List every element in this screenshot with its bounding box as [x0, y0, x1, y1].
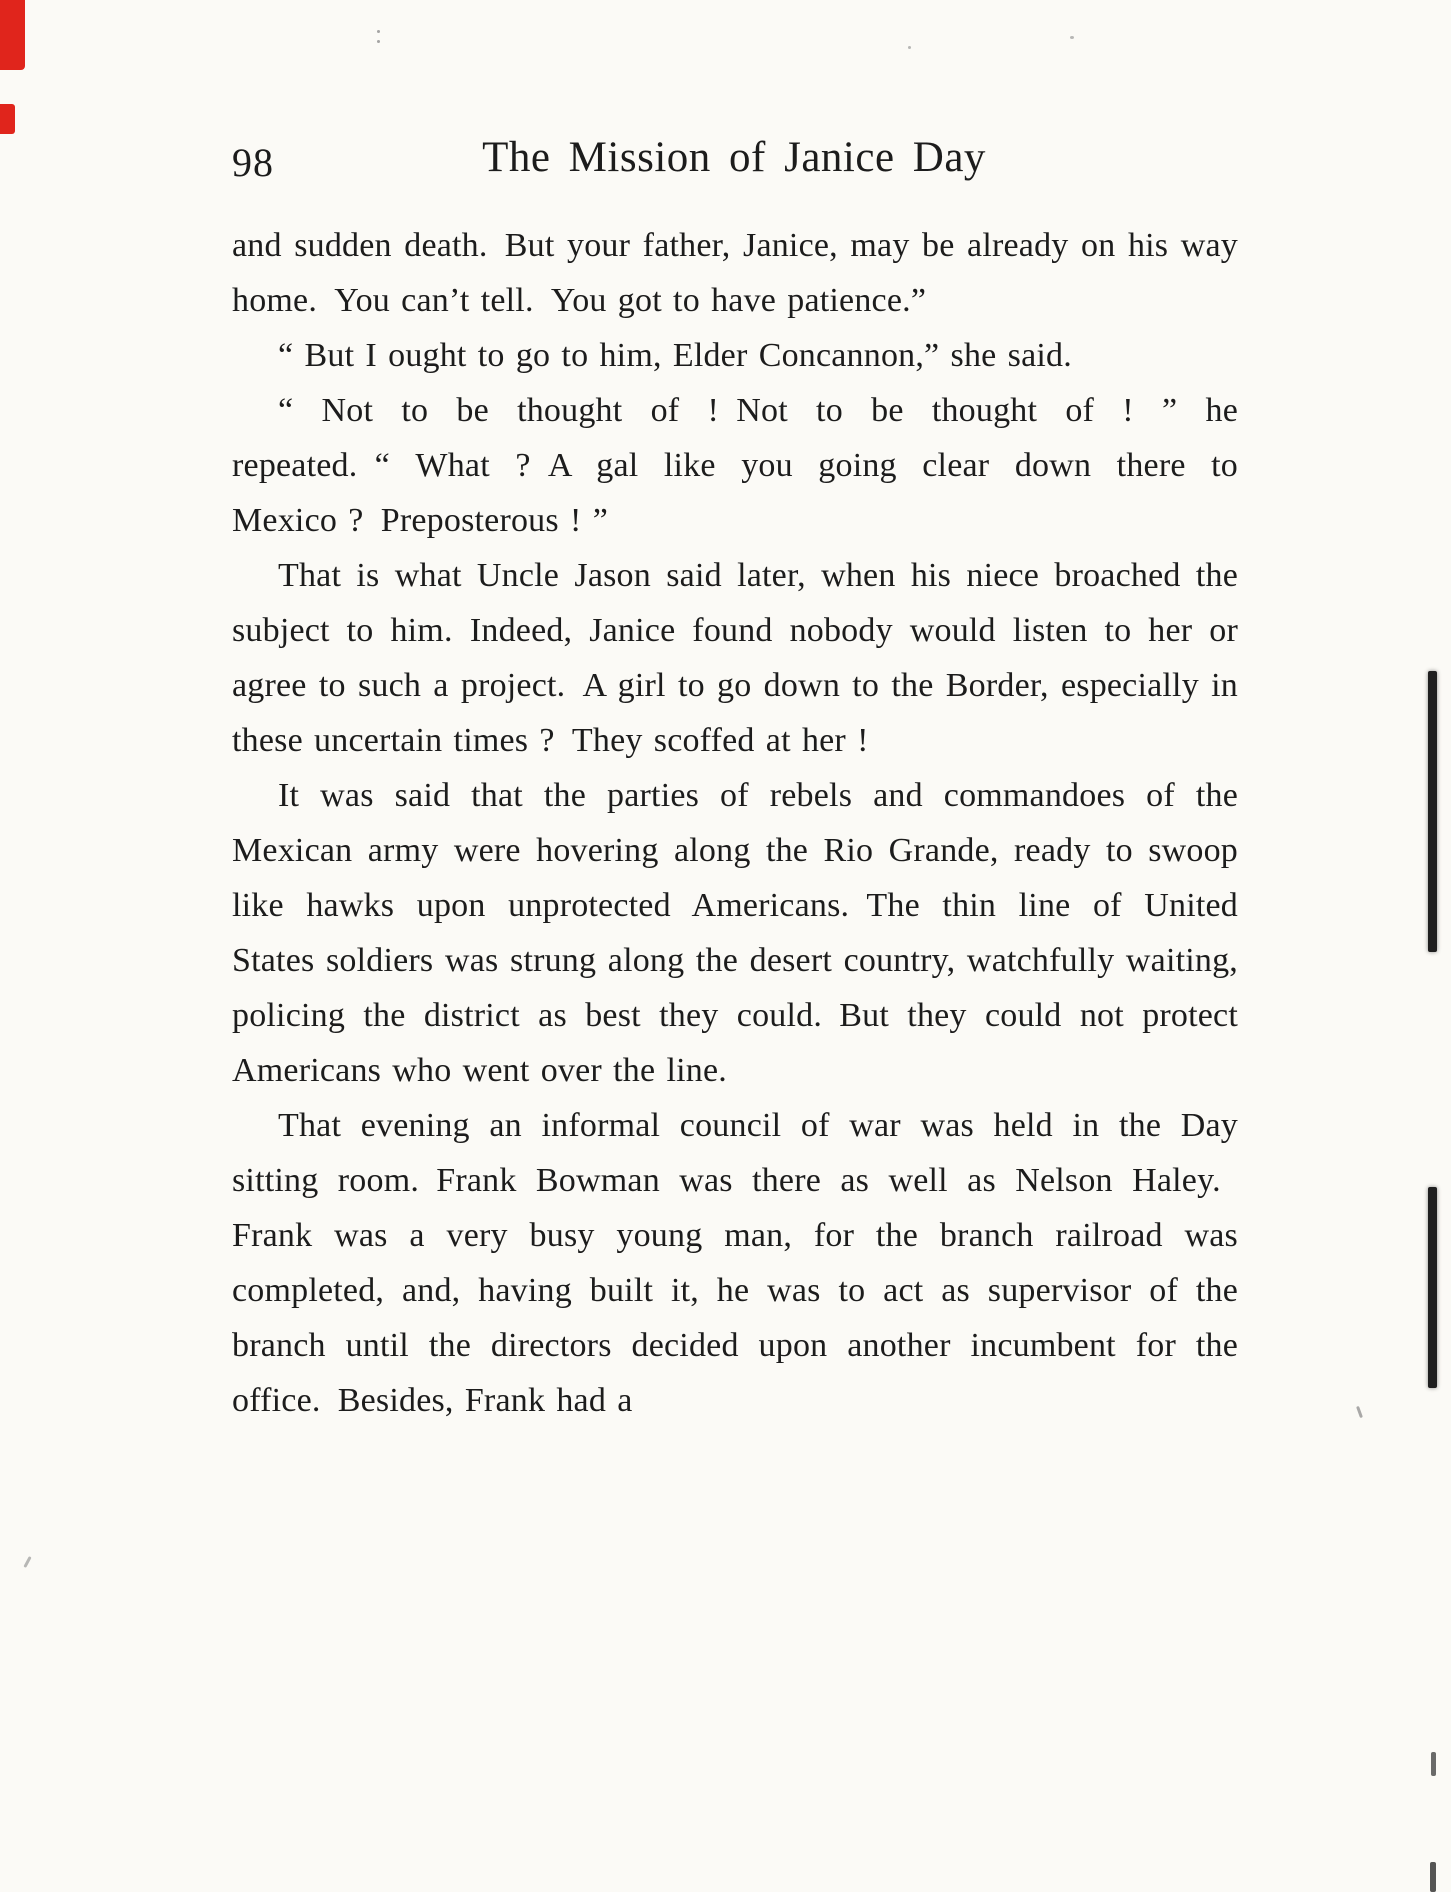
scan-noise-tick: [1356, 1406, 1363, 1418]
paragraph: and sudden death. But your father, Janice, may be already on his way home. You can’t tell. You got to have patience.”: [232, 227, 1238, 319]
scan-artifact-dark-mark-bottom-edge: [1430, 1862, 1436, 1892]
paragraph: That evening an informal council of war was held in the Day sitting room. Frank Bowman was there as well as Nelson Haley. Frank was a very busy young man, for the branch railroad was completed, and, having built it, he was to act as supervisor of the branch until the directors decided upon another incumbent for the office. Besides, Frank had a: [232, 1107, 1238, 1419]
paragraph: That is what Uncle Jason said later, when his niece broached the subject to him. Indeed, Janice found nobody would listen to her or agree to such a project. A girl to go down to the Border, especially in these uncertain times ? They scoffed at her !: [232, 557, 1238, 759]
running-head: [232, 133, 1236, 193]
scan-artifact-red-strip-top-left: [0, 0, 25, 70]
paragraph: “ But I ought to go to him, Elder Concannon,” she said.: [278, 337, 1072, 374]
scan-artifact-red-mark-left: [0, 104, 15, 134]
scan-noise-dot: [908, 46, 911, 49]
scan-artifact-dark-strip-right-upper: [1428, 671, 1437, 952]
paragraph: It was said that the parties of rebels and commandoes of the Mexican army were hovering along the Rio Grande, ready to swoop like hawks upon unprotected Americans. The thin line of United States soldiers was strung along the desert country, watchfully waiting, policing the district as best they could. But they could not protect Americans who went over the line.: [232, 777, 1238, 1089]
scan-noise-dot: [1070, 36, 1074, 39]
scan-noise-mark: [377, 30, 380, 33]
page-number: 98: [232, 140, 274, 185]
scan-artifact-dark-mark-right-bottom: [1431, 1752, 1436, 1776]
page-body: [232, 218, 1238, 1428]
paragraph: “ Not to be thought of ! Not to be thought of ! ” he repeated. “ What ? A gal like you going clear down there to Mexico ? Preposterous ! ”: [232, 392, 1238, 539]
page-title: The Mission of Janice Day: [482, 134, 986, 181]
scan-artifact-dark-strip-right-lower: [1428, 1187, 1437, 1388]
scan-noise-tick: [23, 1556, 31, 1568]
